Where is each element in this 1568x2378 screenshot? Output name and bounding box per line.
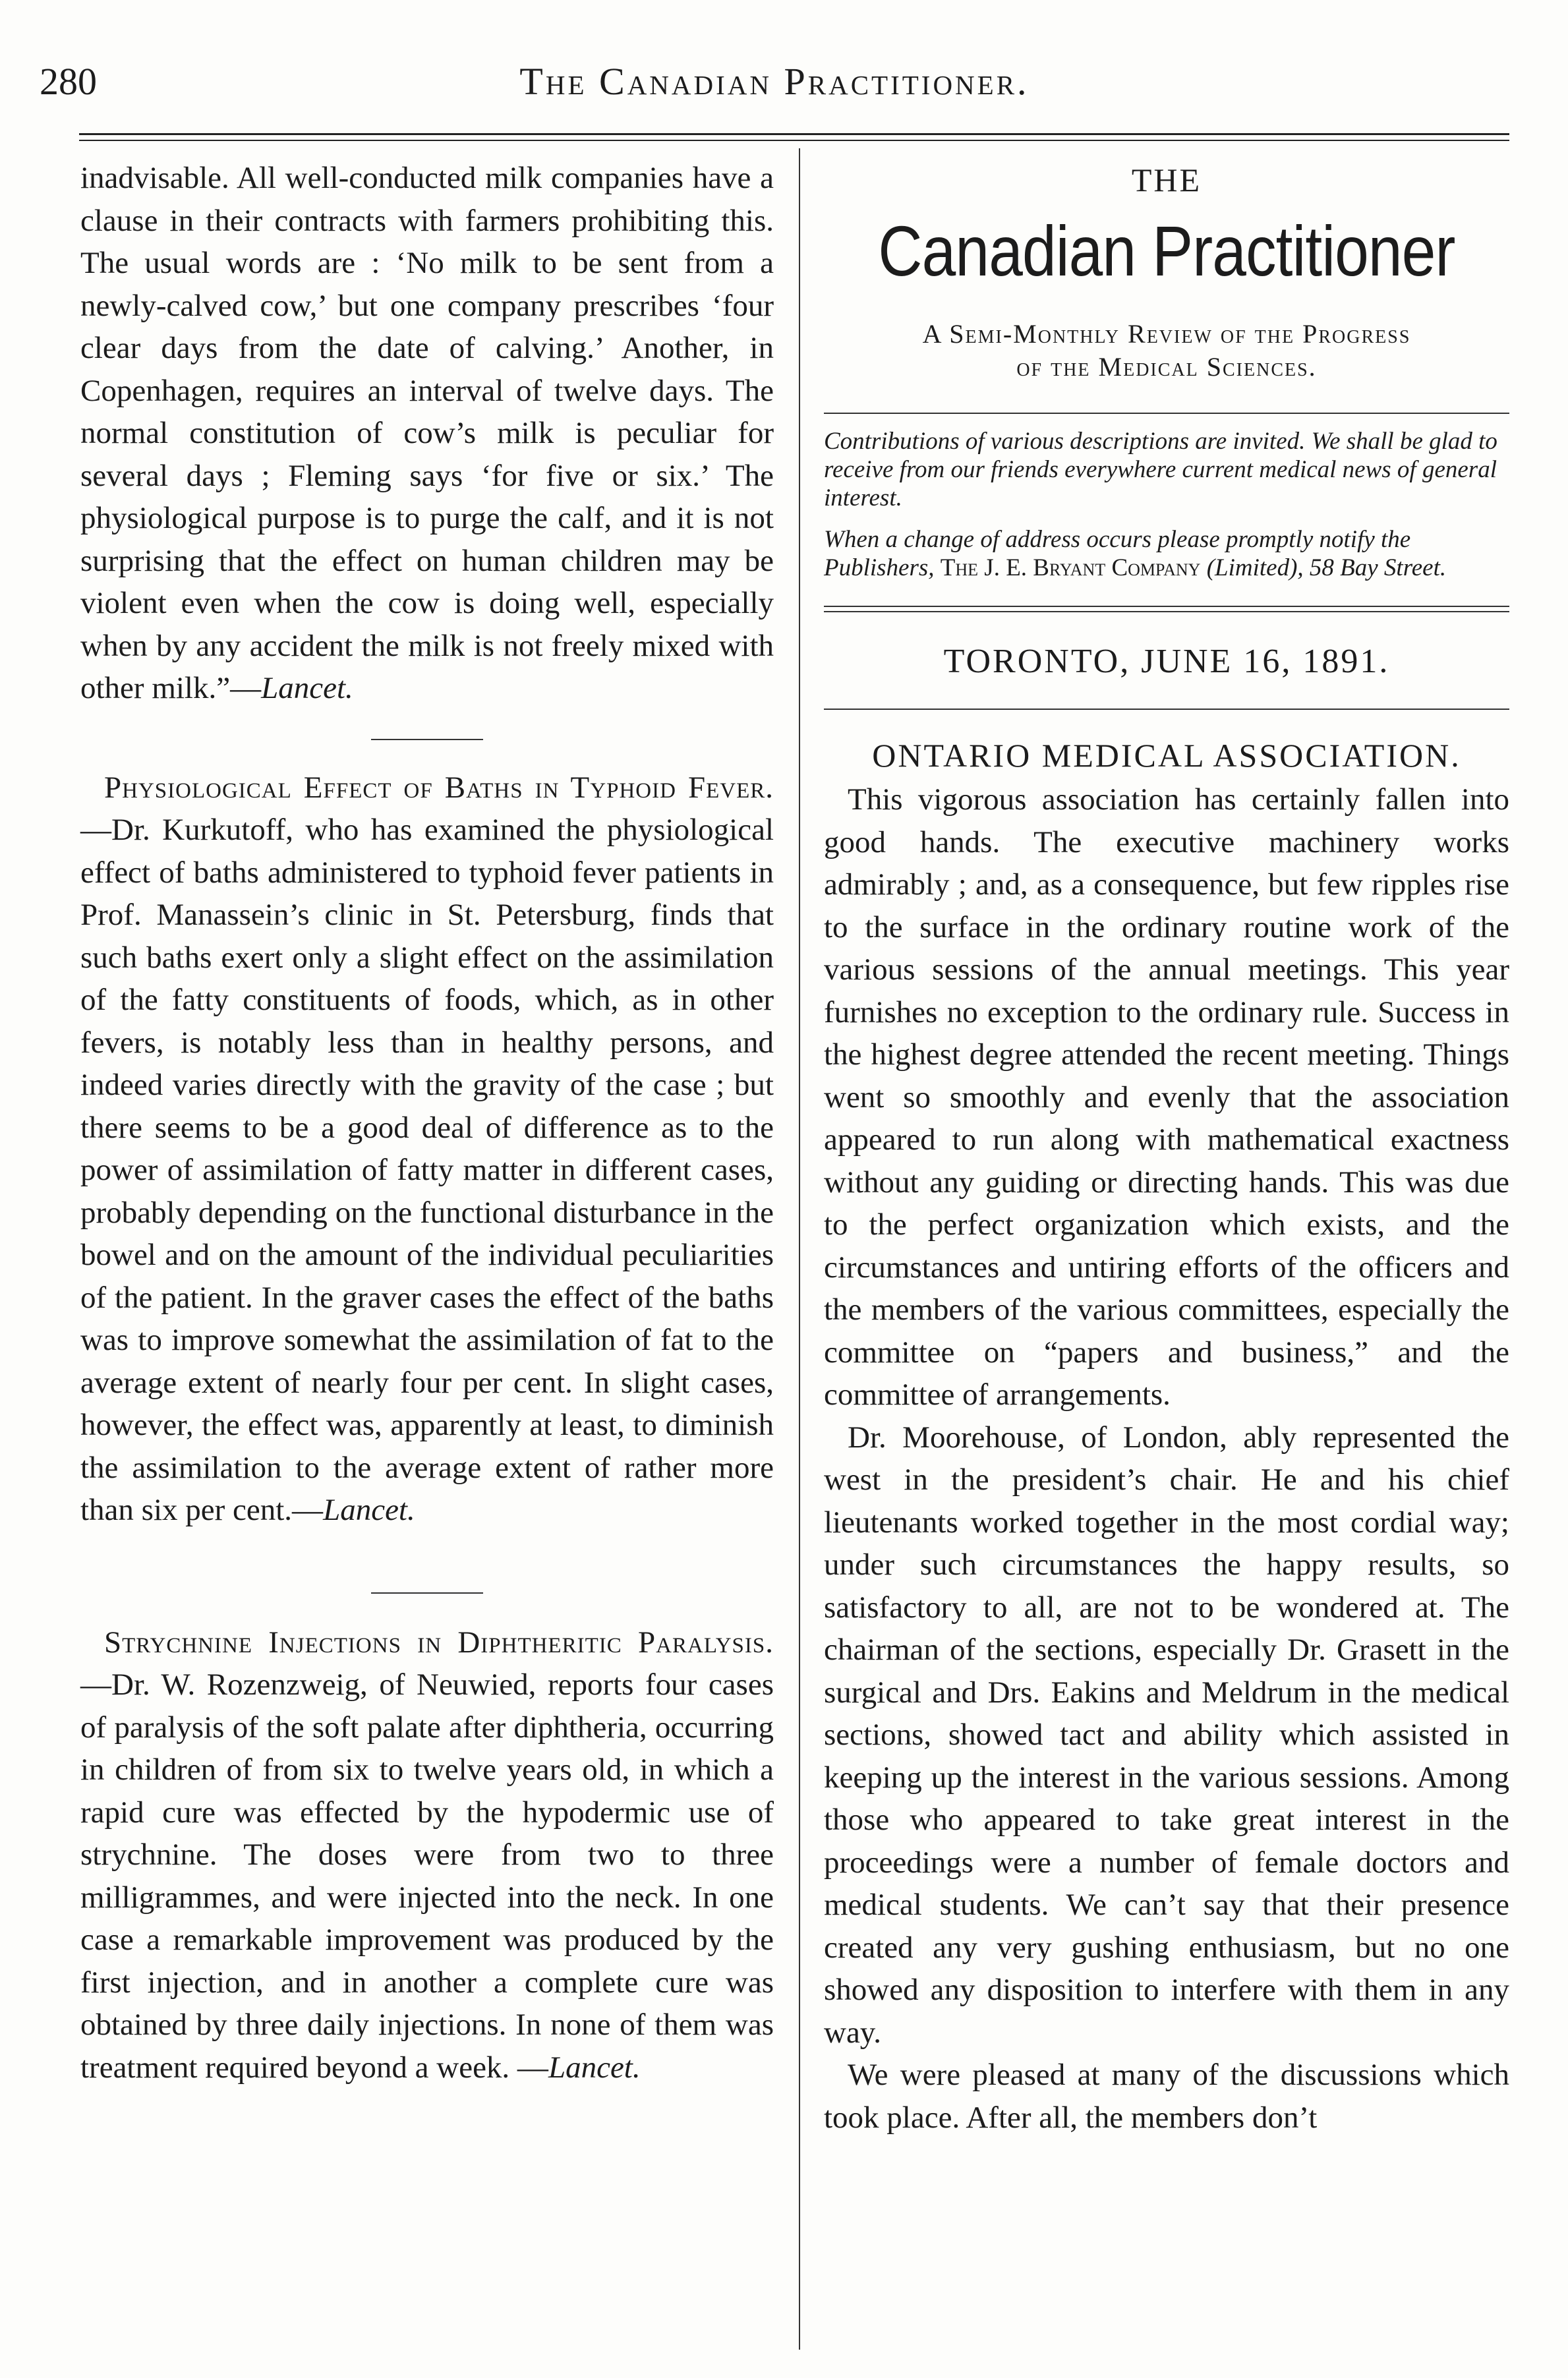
masthead-subtitle-line2: of the Medical Sciences. — [1016, 352, 1317, 382]
editorial-heading: ONTARIO MEDICAL ASSOCIATION. — [872, 737, 1461, 774]
strychnine-heading: Strychnine Injections in Diphtheritic Paralysis. — [104, 1625, 774, 1660]
column-divider — [799, 148, 800, 2350]
milk-paragraph-text: inadvisable. All well-conducted milk companies have a clause in their contracts with farmers prohibiting this. The usual words are : ‘No milk to be sent from a newly-calved cow,’ but one company prescribes ‘four clear days from the date of calving.’ Another, in Copenhagen, requires an interval of twelve days. The normal constitution of cow’s milk is peculiar for several days ; Fleming says ‘for five or six.’ The physiological purpose is to purge the calf, and it is not surprising that the effect on human children may be violent even when the cow is doing well, especially when by any accident the milk is not freely mixed with other milk.”— — [80, 161, 774, 705]
strychnine-body: —Dr. W. Rozenzweig, of Neuwied, reports four cases of paralysis of the soft palate after diphtheria, occurring in children of from six to twelve years old, in which a rapid cure was effected by the hypodermic use of strychnine. The doses were from two to three milligrammes, and were injected into the neck. In one case a remarkable improvement was produced by the first injection, and in another a complete cure was obtained by three daily injections. In none of them was treatment required beyond a week. — — [80, 1668, 774, 2085]
contributions-notice: Contributions of various descriptions are invited. We shall be glad to receive from our friends everywhere current medical news of general interest. — [824, 428, 1497, 511]
section-rule — [371, 739, 483, 740]
editorial-paragraph-3: We were pleased at many of the discussions which took place. After all, the members don’t — [824, 2058, 1509, 2135]
masthead-title: Canadian Practitioner — [878, 211, 1455, 291]
header-rule-lower — [79, 140, 1509, 141]
right-column — [824, 157, 1509, 2139]
baths-source: Lancet. — [323, 1493, 415, 1527]
address-notice-tail: (Limited), 58 Bay Street. — [1200, 554, 1447, 581]
baths-article — [80, 767, 774, 1532]
baths-heading: Physiological Effect of Baths in Typhoid Fever. — [104, 770, 774, 805]
publisher-name: The J. E. Bryant Company — [940, 554, 1201, 581]
baths-body: —Dr. Kurkutoff, who has examined the physiological effect of baths administered to typhoid fever patients in Prof. Manassein’s clinic in St. Petersburg, finds that such baths exert only a slight effect on the assimilation of the fatty constituents of foods, which, as in other fevers, is notably less than in healthy persons, and indeed varies directly with the gravity of the case ; but there seems to be a good deal of difference as to the power of assimilation of fatty matter in different cases, probably depending on the functional disturbance in the bowel and on the amount of the individual peculiarities of the patient. In the graver cases the effect of the baths was to improve somewhat the assimilation of fat to the average extent of nearly four per cent. In slight cases, however, the effect was, apparently at least, to diminish the assimilation to the average extent of rather more than six per cent.— — [80, 813, 774, 1527]
running-title: The Canadian Practitioner. — [519, 60, 1030, 103]
milk-source: Lancet. — [261, 671, 353, 705]
left-column — [80, 157, 774, 2089]
masthead-double-rule — [824, 606, 1509, 612]
editorial-paragraph-2: Dr. Moorehouse, of London, ably represented the west in the president’s chair. He and his chief lieutenants worked together in the most cordial way; under such circumstances the happy results, so satisfactory to all, are not to be wondered at. The chairman of the sections, especially Dr. Grasett in the surgical and Drs. Eakins and Meldrum in the medical sections, showed tact and ability which assisted in keeping up the interest in the various sessions. Among those who appeared to take great interest in the proceedings were a number of female doctors and medical students. We can’t say that their presence created any very gushing enthusiasm, but no one showed any disposition to interfere with them in any way. — [824, 1420, 1509, 2050]
dateline: TORONTO, JUNE 16, 1891. — [943, 643, 1390, 680]
editorial-paragraph-1: This vigorous association has certainly fallen into good hands. The executive machinery works admirably ; and, as a consequence, but few ripples rise to the surface in the ordinary routine work of the various sessions of the annual meetings. This year furnishes no exception to the ordinary rule. Success in the highest degree attended the recent meeting. Things went so smoothly and evenly that the association appeared to run along with mathematical exactness without any guiding or directing hands. This was due to the perfect organization which exists, and the circumstances and untiring efforts of the officers and the members of the various committees, especially the committee on “papers and business,” and the committee of arrangements. — [824, 782, 1509, 1412]
address-notice-text: When a change of address occurs please promptly notify the Publishers, — [824, 526, 1411, 581]
page-number: 280 — [40, 60, 97, 103]
milk-paragraph — [80, 157, 774, 710]
masthead-subtitle-line1: A Semi-Monthly Review of the Progress — [922, 319, 1411, 349]
page-header — [40, 40, 1509, 112]
header-rule — [79, 133, 1509, 135]
section-rule — [371, 1592, 483, 1594]
masthead-rule — [824, 413, 1509, 414]
dateline-rule — [824, 709, 1509, 710]
strychnine-source: Lancet. — [548, 2050, 641, 2085]
masthead-subtitle — [824, 318, 1509, 384]
masthead-the: THE — [1131, 161, 1202, 198]
address-notice — [824, 525, 1509, 582]
strychnine-article — [80, 1621, 774, 2089]
